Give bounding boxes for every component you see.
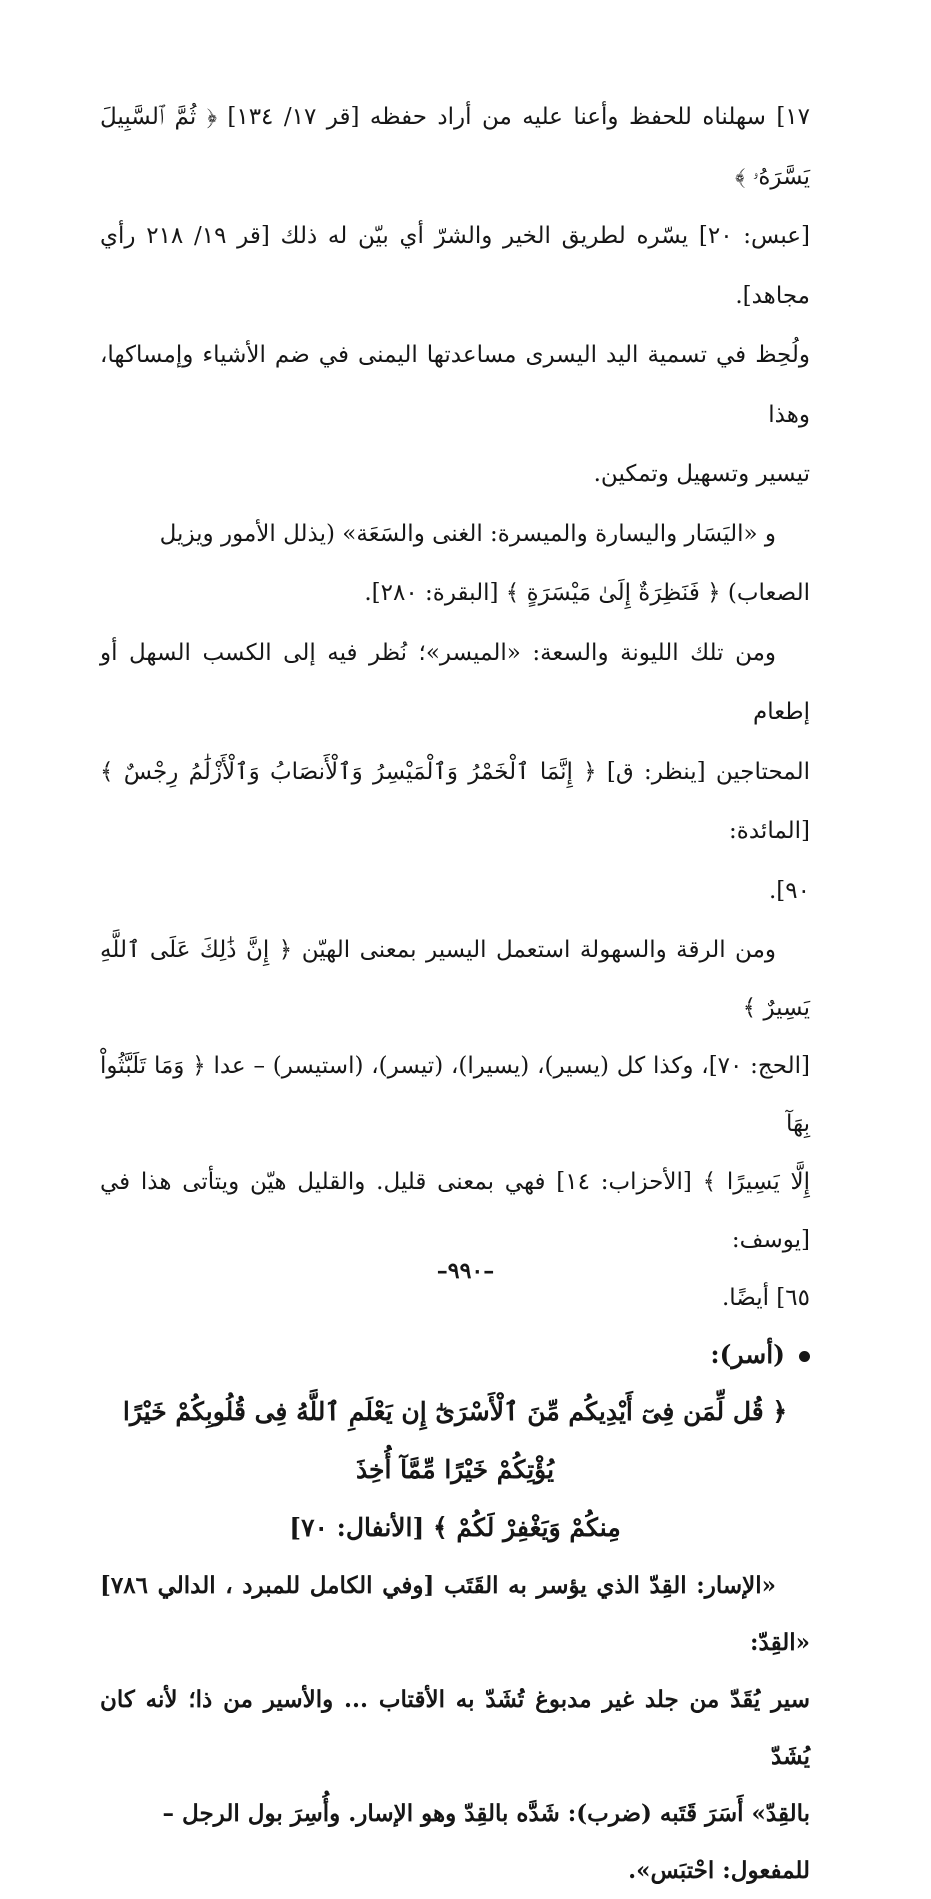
text-line: المحتاجين [ينظر: ق] ﴿ إِنَّمَا ٱلْخَمْرُ وَٱلْمَيْسِرُ وَٱلْأَنصَابُ وَٱلْأَزْلَٰمُ رِجْسٌ ﴾ [المائدة:: [100, 758, 810, 844]
text-line: للمفعول: احْتبَس».: [628, 1857, 810, 1884]
text-line: [عبس: ٢٠] يسّره لطريق الخير والشرّ أي بيّن له ذلك [قر ١٩/ ٢١٨ رأي مجاهد].: [100, 223, 811, 309]
text-line: بالقِدّ» أَسَرَ قَتَبه (ضرب): شَدَّه بالقِدّ وهو الإسار. وأُسِرَ بول الرجل –: [162, 1800, 810, 1827]
text-line: ومن تلك الليونة والسعة: «الميسر»؛ نُظر فيه إلى الكسب السهل أو إطعام: [100, 639, 810, 725]
text-line: تيسير وتسهيل وتمكين.: [593, 461, 810, 487]
paragraph-yasar-wealth: [100, 505, 810, 624]
text-line: [الحج: ٧٠]، وكذا كل (يسير)، (يسيرا)، (تيسر)، (استيسر) – عدا ﴿ وَمَا تَلَبَّثُواْ بِهَآ: [100, 1053, 811, 1137]
paragraph-isar-definition: [100, 1557, 810, 1899]
verse-line: مِنكُمْ وَيَغْفِرْ لَكُمْ ﴾ [الأنفال: ٧٠]: [289, 1513, 621, 1542]
text-line: سير يُقَدّ من جلد غير مدبوغ تُشَدّ به الأقتاب ... والأسير من ذا؛ لأنه كان يُشَدّ: [100, 1686, 810, 1770]
text-line: ٦٥] أيضًا.: [721, 1285, 810, 1311]
text-line: و «اليَسَار واليسارة والميسرة: الغنى والسَعَة» (يذلل الأمور ويزيل: [159, 520, 776, 547]
text-line: ومن الرقة والسهولة استعمل اليسير بمعنى الهيّن ﴿ إِنَّ ذَٰلِكَ عَلَى ٱللَّهِ يَسِيرٌ ﴾: [100, 937, 810, 1021]
page-body: [100, 88, 810, 1899]
paragraph-yusr-meaning: [100, 88, 810, 505]
text-line: ١٧] سهلناه للحفظ وأعنا عليه من أراد حفظه [قر ١٧/ ١٣٤] ﴿ ثُمَّ ٱلسَّبِيلَ يَسَّرَهُۥ ﴾: [100, 104, 811, 190]
text-line: «الإسار: القِدّ الذي يؤسر به القَتَب [وفي الكامل للمبرد ، الدالي ٧٨٦] «القِدّ:: [100, 1572, 810, 1656]
verse-line: ﴿ قُل لِّمَن فِىٓ أَيْدِيكُم مِّنَ ٱلْأَسْرَىٰٓ إِن يَعْلَمِ ٱللَّهُ فِى قُلُوبِكُمْ خَيْرًا يُؤْتِكُمْ خَيْرًا مِّمَّآ أُخِذَ: [122, 1397, 788, 1484]
text-line: إِلَّا يَسِيرًا ﴾ [الأحزاب: ١٤] فهي بمعنى قليل. والقليل هيّن ويتأتى هذا في [يوسف:: [100, 1169, 810, 1253]
page-number: –٩٩٠–: [436, 1258, 495, 1284]
bullet-icon: [799, 1351, 810, 1362]
text-line: ولُحِظ في تسمية اليد اليسرى مساعدتها اليمنى في ضم الأشياء وإمساكها، وهذا: [100, 342, 810, 428]
section-heading-text: (أسر):: [710, 1340, 785, 1369]
section-heading: [100, 1327, 810, 1383]
quran-verse: [100, 1383, 810, 1557]
text-line: ٩٠].: [768, 877, 810, 904]
text-line: الصعاب) ﴿ فَنَظِرَةٌ إِلَىٰ مَيْسَرَةٍ ﴾ [البقرة: ٢٨٠].: [364, 580, 810, 606]
paragraph-maysir: [100, 624, 810, 922]
